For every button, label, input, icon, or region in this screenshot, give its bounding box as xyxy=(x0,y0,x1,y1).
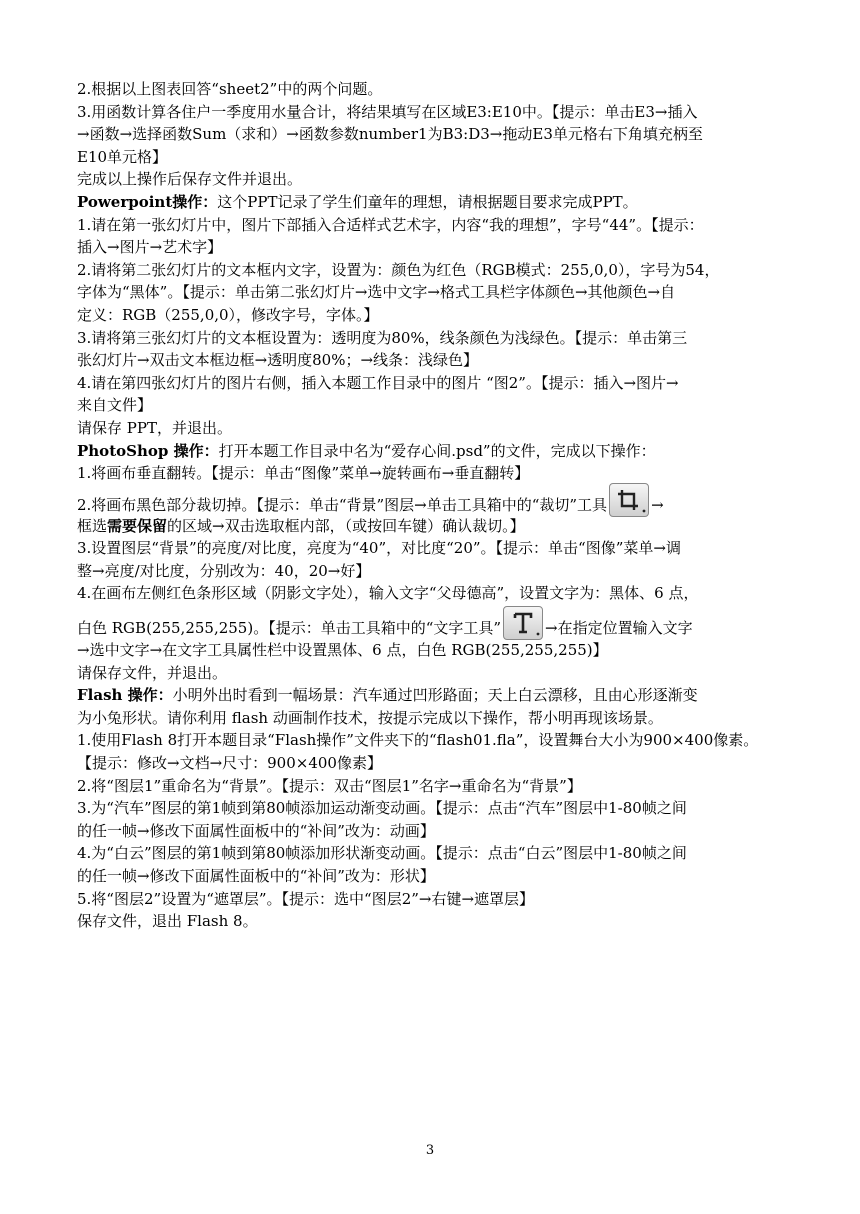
text-line: 来自文件】 xyxy=(77,396,153,415)
text-line xyxy=(77,515,789,538)
text-line: 张幻灯片→双击文本框边框→透明度80%；→线条：浅绿色】 xyxy=(77,351,479,370)
text-tool-instruction-line xyxy=(77,605,789,639)
text-line: 的任一帧→修改下面属性面板中的“补间”改为：形状】 xyxy=(77,867,435,885)
text-line: 4.为“白云”图层的第1帧到第80帧添加形状渐变动画。【提示：点击“白云”图层中1-80帧之间 xyxy=(77,844,687,863)
text-line: E10单元格】 xyxy=(77,147,168,166)
emphasis-text: 需要保留 xyxy=(107,516,168,535)
text-span: 的区域→双击选取框内部，（或按回车键）确认裁切。】 xyxy=(167,516,525,535)
text-line: 3.请将第三张幻灯片的文本框设置为：透明度为80%，线条颜色为浅绿色。【提示：单击第三 xyxy=(77,328,688,347)
text-line: 请保存 PPT，并退出。 xyxy=(77,418,232,437)
text-line: 字体为“黑体”。【提示：单击第二张幻灯片→选中文字→格式工具栏字体颜色→其他颜色→自 xyxy=(77,283,676,302)
crop-tool-icon xyxy=(609,483,649,517)
text-line: 【提示：修改→文档→尺寸：900×400像素】 xyxy=(77,754,382,773)
text-span: 打开本题工作目录中名为“爱存心间.psd”的文件，完成以下操作： xyxy=(218,441,656,460)
text-span: →在指定位置输入文字 xyxy=(545,619,693,638)
text-line: 请保存文件，并退出。 xyxy=(77,663,228,682)
ps-section-intro xyxy=(77,440,789,463)
text-line: 2.请将第二张幻灯片的文本框内文字，设置为：颜色为红色（RGB模式：255,0,0），字号为54， xyxy=(77,260,720,279)
document-page xyxy=(77,78,789,933)
text-line: →函数→选择函数Sum（求和）→函数参数number1为B3:D3→拖动E3单元格右下角填充柄至 xyxy=(77,125,703,144)
text-line: 4.在画布左侧红色条形区域（阴影文字处），输入文字“父母德高”，设置文字为：黑体、6 点， xyxy=(77,584,699,603)
text-line: 3.用函数计算各住户一季度用水量合计，将结果填写在区域E3:E10中。【提示：单击E3→插入 xyxy=(77,102,698,121)
text-span: 小明外出时看到一幅场景：汽车通过凹形路面；天上白云漂移，且由心形逐渐变 xyxy=(172,686,698,705)
text-line: 1.请在第一张幻灯片中，图片下部插入合适样式艺术字，内容“我的理想”，字号“44”。【提示： xyxy=(77,215,704,234)
text-span: → xyxy=(651,495,664,514)
ppt-section-intro xyxy=(77,191,789,214)
flash-section-intro xyxy=(77,684,789,707)
text-line: 2.将“图层1”重命名为“背景”。【提示：双击“图层1”名字→重命名为“背景”】 xyxy=(77,776,582,795)
text-span: 这个PPT记录了学生们童年的理想，请根据题目要求完成PPT。 xyxy=(217,192,638,211)
section-heading-photoshop: PhotoShop 操作： xyxy=(77,441,219,460)
text-span: 白色 RGB(255,255,255)。【提示：单击工具箱中的“文字工具” xyxy=(77,619,502,638)
text-line: 1.将画布垂直翻转。【提示：单击“图像”菜单→旋转画布→垂直翻转】 xyxy=(77,464,530,483)
text-line: 5.将“图层2”设置为“遮罩层”。【提示：选中“图层2”→右键→遮罩层】 xyxy=(77,889,535,908)
text-span: 框选 xyxy=(77,516,108,535)
text-line: 整→亮度/对比度，分别改为：40，20→好】 xyxy=(77,561,371,580)
text-line: 定义：RGB（255,0,0），修改字号，字体。】 xyxy=(77,305,379,324)
text-line: 2.根据以上图表回答“sheet2”中的两个问题。 xyxy=(77,80,383,98)
text-line: 保存文件，退出 Flash 8。 xyxy=(77,912,258,931)
text-line: 4.请在第四张幻灯片的图片右侧，插入本题工作目录中的图片 “图2”。【提示：插入→图片→ xyxy=(77,373,679,392)
section-heading-ppt: Powerpoint操作： xyxy=(77,192,218,211)
text-line: 1.使用Flash 8打开本题目录“Flash操作”文件夹下的“flash01.fla”，设置舞台大小为900×400像素。 xyxy=(77,731,759,750)
text-line: 为小兔形状。请你利用 flash 动画制作技术，按提示完成以下操作，帮小明再现该场景。 xyxy=(77,708,663,727)
text-line: 完成以上操作后保存文件并退出。 xyxy=(77,170,303,189)
text-tool-icon xyxy=(503,606,543,640)
page-number: 3 xyxy=(425,1143,435,1158)
text-span: 2.将画布黑色部分裁切掉。【提示：单击“背景”图层→单击工具箱中的“裁切”工具 xyxy=(77,495,608,514)
text-line: 插入→图片→艺术字】 xyxy=(77,238,223,257)
text-line: →选中文字→在文字工具属性栏中设置黑体、6 点，白色 RGB(255,255,255)】 xyxy=(77,641,608,660)
crop-instruction-line xyxy=(77,485,789,515)
section-heading-flash: Flash 操作： xyxy=(77,686,173,705)
text-line: 的任一帧→修改下面属性面板中的“补间”改为：动画】 xyxy=(77,821,435,840)
text-line: 3.为“汽车”图层的第1帧到第80帧添加运动渐变动画。【提示：点击“汽车”图层中1-80帧之间 xyxy=(77,799,687,818)
text-line: 3.设置图层“背景”的亮度/对比度，亮度为“40”，对比度“20”。【提示：单击“图像”菜单→调 xyxy=(77,539,681,558)
